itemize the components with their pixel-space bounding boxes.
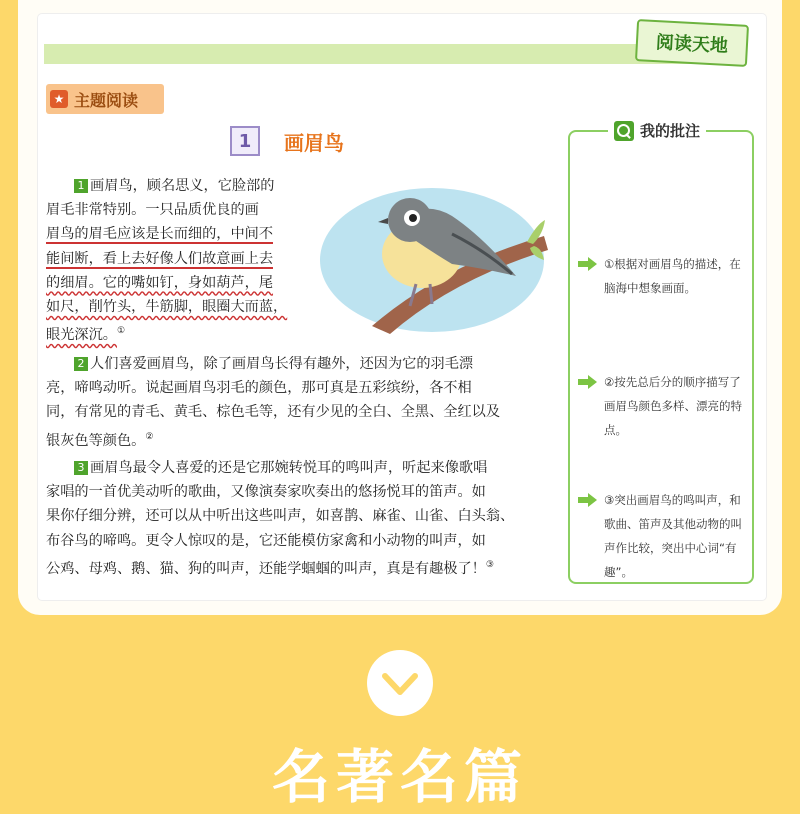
paragraph-3-line: 公鸡、母鸡、鹅、猫、狗的叫声，还能学蝈蝈的叫声，真是有趣极了！③ bbox=[46, 559, 494, 577]
paragraph-3 bbox=[46, 456, 556, 581]
paragraph-number: 3 bbox=[74, 461, 88, 475]
annotation-panel bbox=[568, 122, 754, 584]
arrow-right-icon bbox=[578, 488, 598, 512]
article-number: 1 bbox=[230, 126, 260, 156]
section-banner bbox=[46, 84, 164, 114]
paragraph-2-line: 2 人们喜爱画眉鸟，除了画眉鸟长得有趣外，还因为它的羽毛漂 bbox=[46, 352, 556, 376]
paragraph-1-line: 的细眉。它的嘴如钉，身如葫芦，尾 bbox=[46, 274, 274, 291]
paragraph-2-line: 同，有常见的青毛、黄毛、棕色毛等，还有少见的全白、全黑、全红以及 bbox=[46, 404, 501, 421]
paragraph-1-line: 1 画眉鸟，顾名思义，它脸部的 bbox=[46, 174, 312, 198]
paragraph-number: 1 bbox=[74, 179, 88, 193]
paragraph-1-line: 能间断，看上去好像人们故意画上去 bbox=[46, 250, 274, 267]
annotation-note-1: ①根据对画眉鸟的描述，在脑海中想象画面。 bbox=[578, 252, 750, 300]
paragraph-3-line: 家唱的一首优美动听的歌曲，又像演奏家吹奏出的悠扬悦耳的笛声。如 bbox=[46, 484, 486, 501]
article-title-row bbox=[230, 126, 344, 156]
header-band bbox=[44, 44, 734, 64]
paragraph-2 bbox=[46, 352, 556, 453]
header-tag: 阅读天地 bbox=[635, 19, 749, 67]
paragraph-3-line: 3 画眉鸟最令人喜爱的还是它那婉转悦耳的鸣叫声，听起来像歌唱 bbox=[46, 456, 556, 480]
paragraph-3-line: 布谷鸟的啼鸣。更令人惊叹的是，它还能模仿家禽和小动物的叫声，如 bbox=[46, 532, 486, 549]
paragraph-1 bbox=[46, 174, 312, 347]
annotation-note-2: ②按先总后分的顺序描写了画眉鸟颜色多样、漂亮的特点。 bbox=[578, 370, 750, 442]
bird-illustration bbox=[312, 176, 552, 334]
paragraph-3-line: 果你仔细分辨，还可以从中听出这些叫声，如喜鹊、麻雀、山雀、白头翁、 bbox=[46, 508, 515, 525]
paragraph-2-line: 亮，啼鸣动听。说起画眉鸟羽毛的颜色，那可真是五彩缤纷，各不相 bbox=[46, 380, 472, 397]
footer-title: 名著名篇 bbox=[271, 743, 528, 811]
star-icon: ★ bbox=[50, 90, 68, 108]
paragraph-1-line: 眼光深沉。① bbox=[46, 326, 126, 344]
annotation-note-3: ③突出画眉鸟的鸣叫声，和歌曲、笛声及其他动物的叫声作比较，突出中心词“有趣”。 bbox=[578, 488, 750, 584]
paragraph-number: 2 bbox=[74, 357, 88, 371]
chevron-down-icon[interactable] bbox=[367, 650, 433, 716]
section-label: 主题阅读 bbox=[74, 90, 139, 110]
magnifier-icon bbox=[614, 121, 634, 141]
article-title: 画眉鸟 bbox=[284, 130, 344, 155]
arrow-right-icon bbox=[578, 252, 598, 276]
paragraph-1-line: 眉鸟的眉毛应该是长而细的，中间不 bbox=[46, 226, 274, 243]
arrow-right-icon bbox=[578, 370, 598, 394]
paragraph-1-line: 如尺，削竹头，牛筋脚，眼圈大而蓝， bbox=[46, 299, 288, 316]
paragraph-2-line: 银灰色等颜色。② bbox=[46, 431, 154, 449]
annotation-title: 我的批注 bbox=[608, 120, 706, 141]
paragraph-1-line: 眉毛非常特别。一只品质优良的画 bbox=[46, 202, 259, 219]
